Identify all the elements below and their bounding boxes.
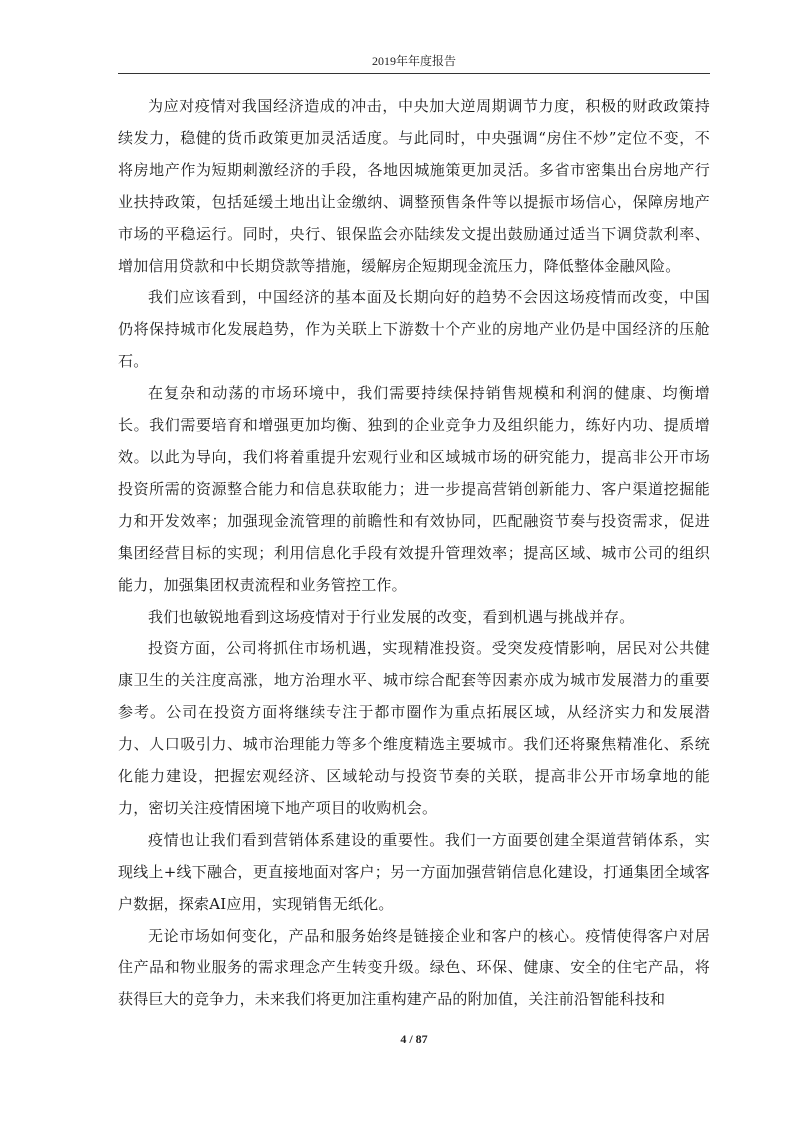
paragraph: 为应对疫情对我国经济造成的冲击，中央加大逆周期调节力度，积极的财政政策持续发力，稳健的货币政策更加灵活适度。与此同时，中央强调“房住不炒”定位不变，不将房地产作为短期刺激经济的手段，各地因城施策更加灵活。多省市密集出台房地产行业扶持政策，包括延缓土地出让金缴纳、调整预售条件等以提振市场信心，保障房地产市场的平稳运行。同时，央行、银保监会亦陆续发文提出鼓励通过适当下调贷款利率、增加信用贷款和中长期贷款等措施，缓解房企短期现金流压力，降低整体金融风险。 xyxy=(118,97,710,275)
paragraph: 我们应该看到，中国经济的基本面及长期向好的趋势不会因这场疫情而改变，中国仍将保持城市化发展趋势，作为关联上下游数十个产业的房地产业仍是中国经济的压舱石。 xyxy=(118,288,710,371)
document-body xyxy=(118,91,710,1016)
page-number: 4 / 87 xyxy=(400,1032,428,1046)
header-divider xyxy=(118,73,710,74)
paragraph: 我们也敏锐地看到这场疫情对于行业发展的改变，看到机遇与挑战并存。 xyxy=(148,607,635,626)
paragraph: 投资方面，公司将抓住市场机遇，实现精准投资。受突发疫情影响，居民对公共健康卫生的关注度高涨，地方治理水平、城市综合配套等因素亦成为城市发展潜力的重要参考。公司在投资方面将继续专注于都市圈作为重点拓展区域，从经济实力和发展潜力、人口吸引力、城市治理能力等多个维度精选主要城市。我们还将聚焦精准化、系统化能力建设，把握宏观经济、区域轮动与投资节奏的关联，提高非公开市场拿地的能力，密切关注疫情困境下地产项目的收购机会。 xyxy=(118,639,710,817)
paragraph: 在复杂和动荡的市场环境中，我们需要持续保持销售规模和利润的健康、均衡增长。我们需要培育和增强更加均衡、独到的企业竞争力及组织能力，练好内功、提质增效。以此为导向，我们将着重提升宏观行业和区域城市场的研究能力，提高非公开市场投资所需的资源整合能力和信息获取能力；进一步提高营销创新能力、客户渠道挖掘能力和开发效率；加强现金流管理的前瞻性和有效协同，匹配融资节奏与投资需求，促进集团经营目标的实现；利用信息化手段有效提升管理效率；提高区域、城市公司的组织能力，加强集团权责流程和业务管控工作。 xyxy=(118,384,710,594)
page-header: 2019年年度报告 xyxy=(371,54,456,68)
paragraph: 无论市场如何变化，产品和服务始终是链接企业和客户的核心。疫情使得客户对居住产品和物业服务的需求理念产生转变升级。绿色、环保、健康、安全的住宅产品，将获得巨大的竞争力，未来我们将更加注重构建产品的附加值，关注前沿智能科技和 xyxy=(118,926,710,1009)
paragraph: 疫情也让我们看到营销体系建设的重要性。我们一方面要创建全渠道营销体系，实现线上+线下融合，更直接地面对客户；另一方面加强营销信息化建设，打通集团全域客户数据，探索AI应用，实现销售无纸化。 xyxy=(118,830,710,913)
